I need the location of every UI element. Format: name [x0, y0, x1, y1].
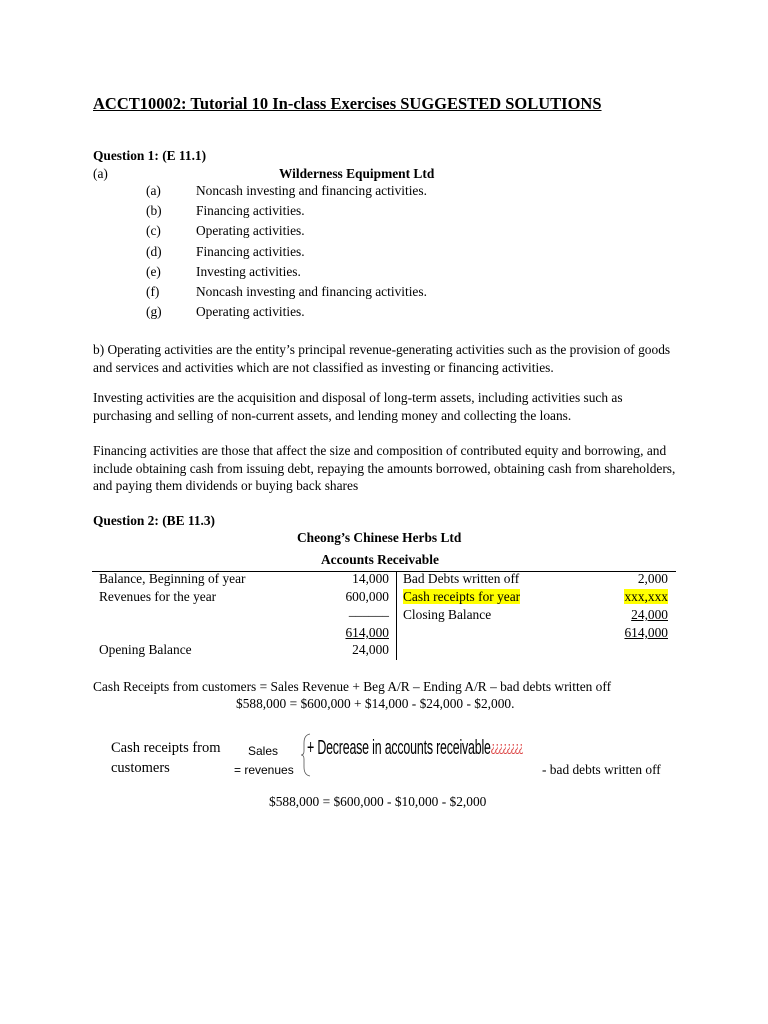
page-title: ACCT10002: Tutorial 10 In-class Exercises SUGGESTED SOLUTIONS: [93, 94, 602, 113]
debit-row-amount: 600,000: [345, 589, 389, 604]
debit-row-label: Balance, Beginning of year: [99, 571, 246, 586]
q1-item-label: (d): [146, 244, 162, 259]
q1-item-text: Noncash investing and financing activities.: [196, 183, 427, 198]
q1-part-a-label: (a): [93, 166, 108, 181]
eq-decrease-ar: + Decrease in accounts receivable: [307, 737, 491, 759]
q1-item-label: (c): [146, 223, 161, 238]
q1-para-investing: Investing activities are the acquisition and disposal of long-term assets, including activities such as purchasing and selling of non-current assets, and lending money and collecting the loans.: [93, 390, 623, 423]
credit-row-label: Closing Balance: [403, 607, 492, 622]
unknown-amount-highlight: xxx,xxx: [624, 589, 668, 604]
q1-item-text: Noncash investing and financing activities.: [196, 284, 427, 299]
credit-row-label: Bad Debts written off: [403, 571, 520, 586]
credit-row-amount: [624, 589, 668, 605]
eq-sales: Sales: [248, 744, 279, 758]
q1-para-operating: b) Operating activities are the entity’s principal revenue-generating activities such as the provision of goods and services and activities which are not classified as investing or financing activities.: [93, 342, 671, 375]
credit-row-amount: 24,000: [631, 607, 668, 622]
q1-para-financing: Financing activities are those that affect the size and composition of contributed equity and borrowing, and include obtaining cash from issuing debt, repaying the amounts borrowed, obtaining cash from shareholders, and paying them dividends or buying back shares: [93, 443, 676, 493]
debit-row-label: Opening Balance: [99, 642, 192, 657]
cash-receipts-highlight: Cash receipts for year: [403, 589, 521, 604]
q1-item-text: Operating activities.: [196, 223, 305, 238]
debit-row-label: Revenues for the year: [99, 589, 217, 604]
q2-heading: Question 2: (BE 11.3): [93, 513, 216, 528]
q1-item-label: (e): [146, 264, 161, 279]
credit-row-label: [403, 589, 520, 605]
t-account-divider: [396, 572, 397, 660]
eq-bad-debts: - bad debts written off: [542, 762, 661, 777]
eq-calc: $588,000 = $600,000 - $10,000 - $2,000: [269, 794, 487, 809]
q2-formula-calc: $588,000 = $600,000 + $14,000 - $24,000 - $2,000.: [236, 696, 515, 711]
q1-item-text: Operating activities.: [196, 304, 305, 319]
q2-formula-text: Cash Receipts from customers = Sales Revenue + Beg A/R – Ending A/R – bad debts written off: [93, 679, 612, 694]
q2-account-title: Accounts Receivable: [321, 552, 439, 567]
credit-row-amount: 2,000: [637, 571, 668, 586]
q1-item-text: Financing activities.: [196, 244, 305, 259]
q1-item-label: (g): [146, 304, 162, 319]
q1-item-label: (f): [146, 284, 160, 299]
q1-item-text: Financing activities.: [196, 203, 305, 218]
eq-cash-receipts: Cash receipts from customers: [111, 740, 221, 776]
q1-item-text: Investing activities.: [196, 264, 301, 279]
q2-company: Cheong’s Chinese Herbs Ltd: [297, 530, 462, 545]
q1-heading: Question 1: (E 11.1): [93, 148, 207, 163]
debit-row-amount: 14,000: [352, 571, 389, 586]
eq-garbled-symbols: ¿¿¿¿¿¿¿¿: [491, 739, 523, 755]
credit-total: 614,000: [624, 625, 668, 640]
q1-item-label: (b): [146, 203, 162, 218]
q1-company: Wilderness Equipment Ltd: [279, 166, 435, 181]
debit-row-amount: 24,000: [352, 642, 389, 657]
debit-subtotal-rule: ______: [348, 603, 389, 618]
debit-total: 614,000: [345, 625, 389, 640]
q1-item-label: (a): [146, 183, 161, 198]
eq-revenues: = revenues: [234, 763, 294, 777]
